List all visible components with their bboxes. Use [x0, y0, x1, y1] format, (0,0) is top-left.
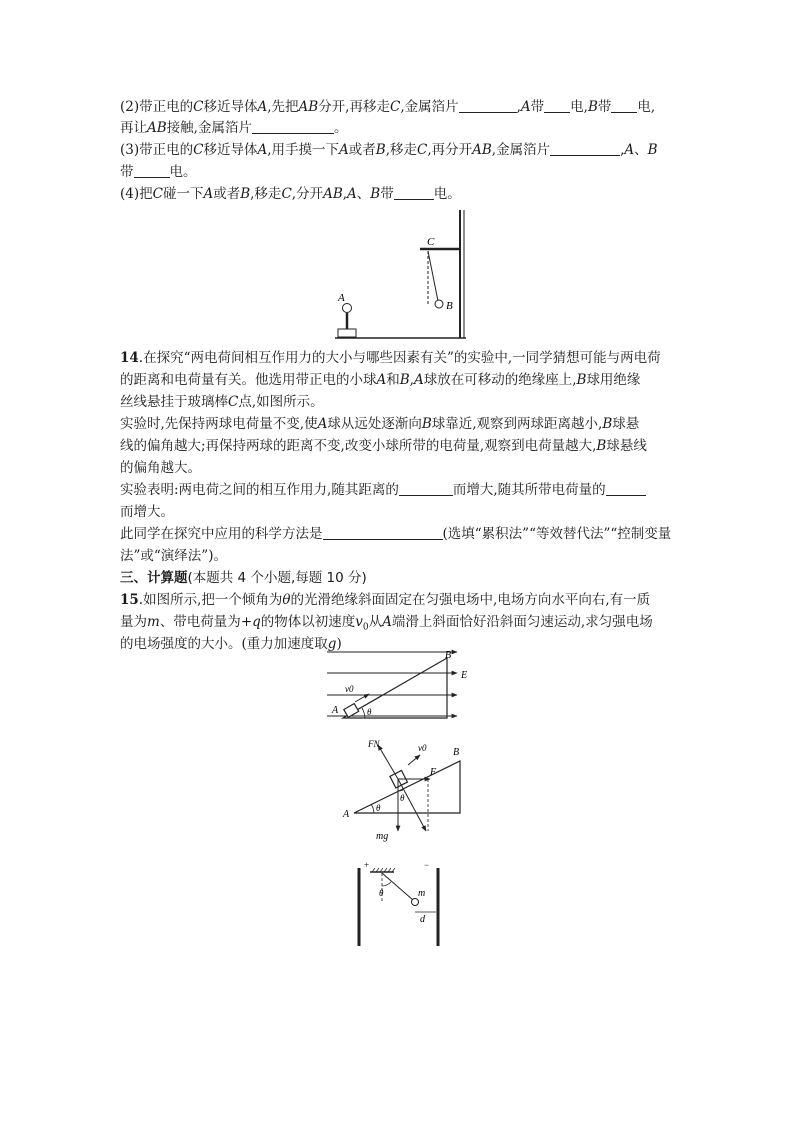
q15-line2: 量为m、带电荷量为+q的物体以初速度$v_0$从A端滑上斜面恰好沿斜面匀速运动,求匀强电场 [120, 614, 653, 633]
ball-m [412, 899, 419, 906]
label-minus: − [424, 860, 430, 870]
q14-line9: 此同学在探究中应用的科学方法是 (选填“累积法”“等效替代法”“控制变量 [120, 526, 672, 542]
label-a: A [332, 705, 339, 716]
label-theta-2: θ [400, 793, 405, 803]
label-theta-1: θ [376, 803, 381, 813]
q14-line5: 线的偏角越大;再保持两球的距离不变,改变小球所带的电荷量,观察到电荷量越大,B球悬线 [120, 438, 647, 454]
answer-blank[interactable] [323, 525, 443, 540]
figure-incline-in-field [325, 648, 485, 724]
answer-blank[interactable] [611, 98, 637, 113]
section-heading: 三、计算题(本题共 4 个小题,每题 10 分) [120, 570, 367, 586]
q14-line1: 14.在探究“两电荷间相互作用力的大小与哪些因素有关”的实验中,一同学猜想可能与两电荷 [120, 350, 661, 366]
q13-part2-line2: 再让AB接触,金属箔片 。 [120, 120, 348, 136]
label-plus: + [364, 860, 370, 870]
pendulum-string [428, 251, 438, 301]
label-theta: θ [379, 888, 384, 898]
q13-part3-line1: (3)带正电的C移近导体A,用手摸一下A或者B,移走C,再分开AB,金属箔片 ,A、B [120, 142, 658, 158]
q13-part2-line1: (2)带正电的C移近导体A,先把AB分开,再移走C,金属箔片 ,A带 电,B带 电, [120, 99, 656, 115]
label-fn: FN [368, 739, 380, 749]
q15-line3: 的电场强度的大小。(重力加速度取g) [120, 636, 342, 652]
answer-blank[interactable] [606, 481, 646, 496]
incline [343, 658, 447, 718]
label-e: E [461, 670, 468, 681]
q14-line8: 而增大。 [120, 504, 174, 520]
q14-line3: 丝线悬挂于玻璃棒C点,如图所示。 [120, 394, 324, 410]
label-b: B [453, 747, 460, 758]
normal-force-arrow [378, 745, 398, 779]
answer-blank[interactable] [550, 141, 620, 156]
label-m: m [418, 888, 426, 899]
answer-blank[interactable] [134, 163, 170, 178]
stand-base [338, 329, 356, 337]
angle-arc [371, 804, 374, 813]
angle-arc [382, 882, 391, 886]
answer-blank[interactable] [459, 98, 517, 113]
q14-line10: 法”或“演绎法”)。 [120, 548, 227, 564]
label-c: C [427, 236, 435, 248]
figure-force-diagram [340, 735, 480, 845]
label-b: B [446, 300, 453, 312]
incline [354, 761, 460, 813]
q14-line7: 实验表明:两电荷之间的相互作用力,随其距离的 而增大,随其所带电荷量的 [120, 480, 646, 500]
label-a: A [343, 809, 350, 820]
label-f: F [430, 767, 437, 778]
answer-blank[interactable] [544, 98, 570, 113]
answer-blank[interactable] [399, 481, 453, 496]
pendulum-string [382, 873, 413, 900]
label-mg: mg [376, 831, 389, 842]
label-a: A [338, 292, 345, 304]
figure-glass-rod-pendulum [330, 205, 480, 345]
q14-line6: 的偏角越大。 [120, 460, 201, 476]
block [344, 704, 359, 718]
label-b: B [445, 650, 452, 661]
label-d: d [420, 914, 425, 925]
q14-line4: 实验时,先保持两球电荷量不变,使A球从远处逐渐向B球靠近,观察到两球距离越小,B球悬 [120, 416, 640, 432]
q13-part4: (4)把C碰一下A或者B,移走C,分开AB,A、B带 电。 [120, 186, 461, 202]
figure-parallel-plates [352, 858, 448, 950]
answer-blank[interactable] [252, 119, 334, 134]
label-theta: θ [367, 707, 372, 717]
answer-blank[interactable] [394, 185, 434, 200]
ball-b [435, 300, 443, 308]
q14-line2: 的距离和电荷量有关。他选用带正电的小球A和B,A球放在可移动的绝缘座上,B球用绝缘 [120, 372, 641, 388]
ball-a [343, 304, 352, 313]
velocity-arrow [408, 755, 420, 765]
q13-part3-line2: 带 电。 [120, 164, 197, 180]
label-v0: v0 [345, 684, 354, 694]
label-v0: v0 [418, 743, 427, 753]
q15-line1: 15.如图所示,把一个倾角为θ的光滑绝缘斜面固定在匀强电场中,电场方向水平向右,有一质 [120, 592, 651, 608]
resultant-arrow [398, 779, 426, 831]
